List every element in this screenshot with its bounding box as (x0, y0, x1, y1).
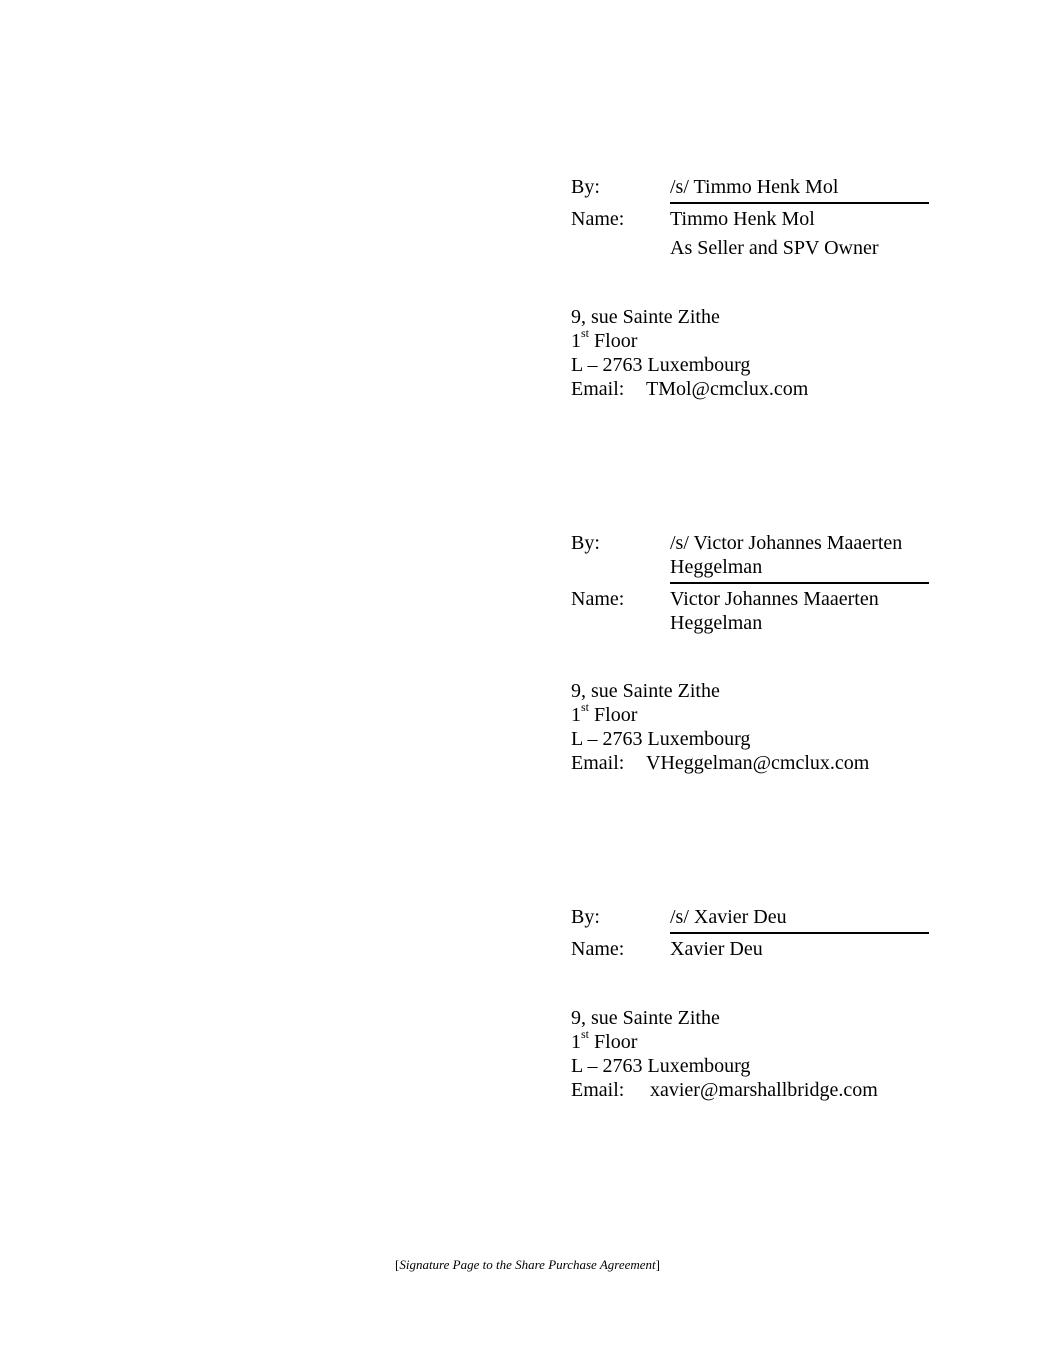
floor-word: Floor (589, 330, 638, 352)
signatory-name: Victor Johannes Maaerten Heggelman (670, 588, 879, 634)
footer-text: Signature Page to the Share Purchase Agreement (399, 1257, 656, 1272)
signature-block-victor-heggelman (571, 531, 931, 775)
footer-open-bracket: [ (394, 1257, 400, 1272)
by-label: By: (571, 906, 600, 928)
floor-number: 1 (571, 704, 581, 726)
floor-suffix: st (581, 1027, 590, 1042)
email-line (571, 751, 931, 775)
address-block (571, 305, 931, 401)
signature-line: /s/ Timmo Henk Mol (670, 175, 929, 204)
signature-block-timmo-mol (571, 175, 931, 401)
address-floor (571, 700, 931, 727)
address-block (571, 1006, 931, 1102)
address-block (571, 679, 931, 775)
floor-suffix: st (581, 326, 590, 341)
email-label: Email: (571, 752, 625, 774)
page-footer (0, 1257, 1055, 1273)
by-row (571, 531, 931, 584)
signatory-name: Xavier Deu (670, 938, 763, 960)
floor-word: Floor (589, 1031, 638, 1053)
email-address: TMol@cmclux.com (646, 378, 809, 400)
by-label: By: (571, 532, 600, 554)
name-label: Name: (571, 938, 625, 960)
name-row (571, 937, 931, 961)
floor-number: 1 (571, 1031, 581, 1053)
address-street: 9, sue Sainte Zithe (571, 306, 720, 328)
address-street: 9, sue Sainte Zithe (571, 1007, 720, 1029)
name-label: Name: (571, 588, 625, 610)
address-floor (571, 326, 931, 353)
signature-line: /s/ Xavier Deu (670, 905, 929, 934)
by-label: By: (571, 176, 600, 198)
by-row (571, 905, 931, 934)
name-row (571, 587, 931, 635)
email-label: Email: (571, 378, 625, 400)
signature-block-xavier-deu (571, 905, 931, 1102)
by-row (571, 175, 931, 204)
email-label: Email: (571, 1079, 625, 1101)
name-row (571, 207, 931, 260)
email-address: xavier@marshallbridge.com (650, 1079, 878, 1101)
floor-suffix: st (581, 700, 590, 715)
address-floor (571, 1027, 931, 1054)
signature-line: /s/ Victor Johannes Maaerten Heggelman (670, 531, 929, 584)
signatory-name: Timmo Henk Mol (670, 208, 815, 230)
signatory-name-group (670, 207, 929, 260)
email-line (571, 1078, 931, 1102)
floor-word: Floor (589, 704, 638, 726)
email-line (571, 377, 931, 401)
signatory-capacity: As Seller and SPV Owner (670, 237, 879, 259)
name-label: Name: (571, 208, 625, 230)
address-city: L – 2763 Luxembourg (571, 728, 751, 750)
address-street: 9, sue Sainte Zithe (571, 680, 720, 702)
floor-number: 1 (571, 330, 581, 352)
address-city: L – 2763 Luxembourg (571, 1055, 751, 1077)
footer-close-bracket: ] (655, 1257, 661, 1272)
address-city: L – 2763 Luxembourg (571, 354, 751, 376)
email-address: VHeggelman@cmclux.com (646, 752, 870, 774)
